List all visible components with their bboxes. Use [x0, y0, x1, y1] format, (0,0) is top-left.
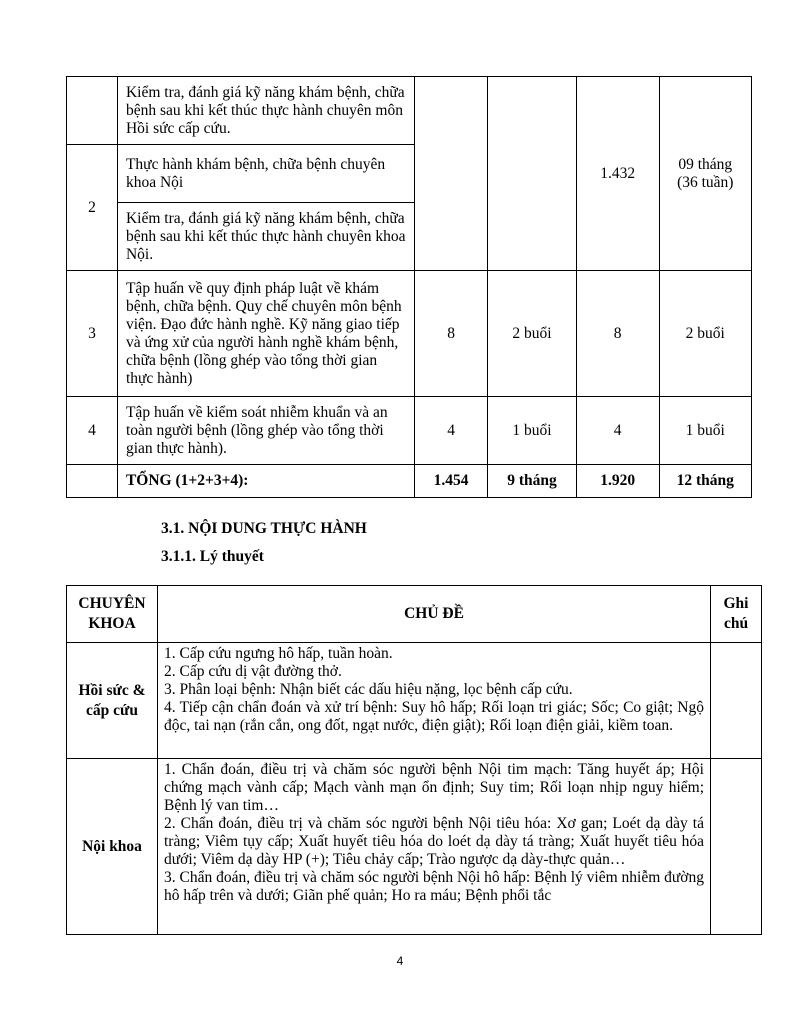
duration-line: (36 tuần)	[677, 173, 734, 191]
row-content: Tập huấn về quy định pháp luật về khám bệnh, chữa bệnh. Quy chế chuyên môn bệnh viện. Đạo đức hành nghề. Kỹ năng giao tiếp và ứng xử của người hành nghề khám bệnh, chữa bệnh (lồng ghép vào tổng thời gian thực hành)	[117, 271, 414, 397]
specialty-line: cấp cứu	[86, 701, 138, 719]
topic-header: CHỦ ĐỀ	[158, 586, 711, 643]
row-content: Kiểm tra, đánh giá kỹ năng khám bệnh, chữa bệnh sau khi kết thúc thực hành chuyên khoa Nội.	[117, 203, 414, 271]
duration-cell	[488, 77, 577, 271]
specialty-cell	[67, 643, 158, 759]
duration-cell-merged	[659, 77, 751, 271]
hours-cell	[415, 77, 488, 271]
table-row	[67, 77, 752, 145]
topic-item: 1. Cấp cứu ngưng hô hấp, tuần hoàn.	[164, 645, 393, 662]
note-cell	[711, 759, 762, 935]
topic-item: 1. Chẩn đoán, điều trị và chăm sóc người bệnh Nội tim mạch: Tăng huyết áp; Hội chứng mạch vành cấp; Mạch vành mạn ổn định; Suy tim; Rối loạn nhịp nguy hiểm; Bệnh lý van tim…	[164, 761, 704, 814]
specialty-cell: Nội khoa	[67, 759, 158, 935]
total-hours: 1.920	[576, 465, 659, 498]
total-duration: 9 tháng	[488, 465, 577, 498]
header-line: chú	[723, 615, 749, 632]
specialty-header	[67, 586, 158, 643]
total-hours: 1.454	[415, 465, 488, 498]
topic-item: 2. Cấp cứu dị vật đường thở.	[164, 663, 342, 680]
note-header	[711, 586, 762, 643]
hours-value: 4	[415, 397, 488, 465]
table-row	[67, 271, 752, 397]
topic-item: 4. Tiếp cận chẩn đoán và xử trí bệnh: Suy hô hấp; Rối loạn tri giác; Sốc; Co giật; Ngộ độc, tai nạn (rắn cắn, ong đốt, ngạt nước, điện giật); Rối loạn điện giải, kiềm toan.	[164, 699, 704, 734]
duration-value: 1 buổi	[488, 397, 577, 465]
duration-line: 09 tháng	[678, 155, 733, 173]
subsection-heading: 3.1.1. Lý thuyết	[161, 548, 264, 565]
specialty-line: Hồi sức &	[78, 681, 146, 699]
page-number: 4	[396, 954, 404, 968]
duration-value: 1 buổi	[659, 397, 751, 465]
row-content: Tập huấn về kiểm soát nhiễm khuẩn và an toàn người bệnh (lồng ghép vào tổng thời gian thực hành).	[117, 397, 414, 465]
hours-cell-merged: 1.432	[576, 77, 659, 271]
topics-cell	[158, 759, 711, 935]
topic-item: 2. Chẩn đoán, điều trị và chăm sóc người bệnh Nội tiêu hóa: Xơ gan; Loét dạ dày tá tràng; Viêm tụy cấp; Xuất huyết tiêu hóa do loét dạ dày tá tràng; Xuất huyết tiêu hóa dưới; Viêm dạ dày HP (+); Tiêu chảy cấp; Trào ngược dạ dày-thực quản…	[164, 815, 704, 868]
row-number: 4	[67, 397, 118, 465]
total-duration: 12 tháng	[659, 465, 751, 498]
table-row	[67, 397, 752, 465]
row-number: 3	[67, 271, 118, 397]
topic-item: 3. Phân loại bệnh: Nhận biết các dấu hiệu nặng, lọc bệnh cấp cứu.	[164, 681, 573, 698]
hours-value: 8	[415, 271, 488, 397]
row-number	[67, 77, 118, 145]
duration-value: 2 buổi	[659, 271, 751, 397]
training-time-table	[66, 76, 752, 498]
total-row	[67, 465, 752, 498]
hours-value: 8	[576, 271, 659, 397]
row-number: 2	[67, 145, 118, 271]
topics-cell	[158, 643, 711, 759]
row-content: Kiểm tra, đánh giá kỹ năng khám bệnh, chữa bệnh sau khi kết thúc thực hành chuyên môn Hồi sức cấp cứu.	[117, 77, 414, 145]
section-heading: 3.1. NỘI DUNG THỰC HÀNH	[161, 520, 367, 537]
table-row	[67, 643, 762, 759]
header-line: Ghi	[723, 595, 749, 612]
duration-value: 2 buổi	[488, 271, 577, 397]
topic-item: 3. Chẩn đoán, điều trị và chăm sóc người bệnh Nội hô hấp: Bệnh lý viêm nhiễm đường hô hấp trên và dưới; Giãn phế quản; Ho ra máu; Bệnh phổi tắc	[164, 869, 704, 904]
table-row	[67, 759, 762, 935]
hours-value: 4	[576, 397, 659, 465]
header-line: CHUYÊN	[78, 595, 146, 612]
empty-cell	[67, 465, 118, 498]
header-line: KHOA	[88, 615, 136, 632]
row-content: Thực hành khám bệnh, chữa bệnh chuyên khoa Nội	[117, 145, 414, 203]
theory-topics-table	[66, 585, 762, 935]
header-row	[67, 586, 762, 643]
note-cell	[711, 643, 762, 759]
total-label: TỔNG (1+2+3+4):	[117, 465, 414, 498]
